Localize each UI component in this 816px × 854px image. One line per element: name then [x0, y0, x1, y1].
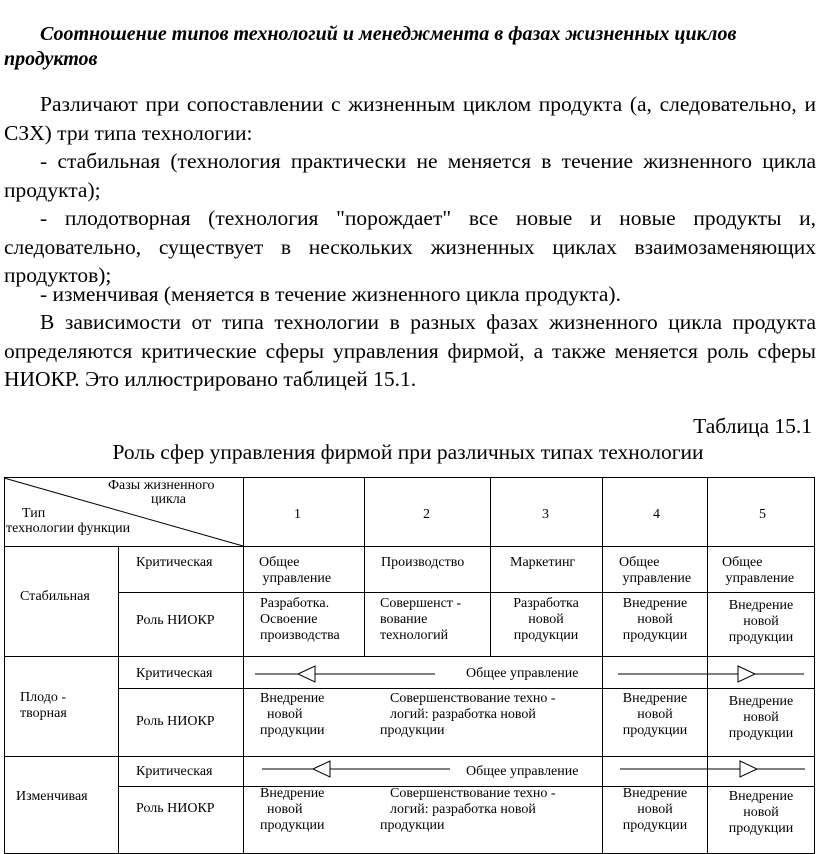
fruitful-rnd-5: Внедрение новой продукции	[728, 694, 794, 741]
phase-2: 2	[423, 507, 430, 522]
table-title: Роль сфер управления фирмой при различных типах технологии	[112, 440, 704, 464]
function-rnd: Роль НИОКР	[136, 613, 215, 628]
variable-rnd-1: Внедрение новой продукции	[260, 786, 325, 833]
table-number: Таблица 15.1	[693, 414, 812, 438]
stable-critical-4: Общее управление	[619, 555, 692, 586]
fruitful-rnd-4: Внедрение новой продукции	[622, 691, 688, 738]
function-critical: Критическая	[136, 555, 213, 570]
paragraph-stable: - стабильная (технология практически не меняется в течение жизненного цикла продукта);	[4, 149, 816, 202]
fruitful-rnd-span: Совершенствование техно - логий: разработка новой продукции	[380, 691, 556, 738]
phase-5: 5	[759, 507, 766, 522]
variable-critical-span: Общее управление	[466, 764, 579, 779]
stable-rnd-1: Разработка. Освоение производства	[260, 596, 340, 643]
section-heading: Соотношение типов технологий и менеджмента в фазах жизненных циклов продуктов	[4, 23, 737, 70]
phase-4: 4	[653, 507, 660, 522]
header-functions-label: технологии функции	[6, 521, 131, 536]
stable-critical-1: Общее управление	[259, 555, 332, 586]
header-type-label: Тип	[22, 506, 46, 521]
stable-rnd-5: Внедрение новой продукции	[728, 598, 794, 645]
paragraph-fruitful: - плодотворная (технология "порождает" все новые и новые продукты и, следовательно, существует в нескольких жизненных циклах взаимозаменяющих продуктов);	[4, 206, 816, 287]
function-rnd: Роль НИОКР	[136, 801, 215, 816]
type-variable: Изменчивая	[16, 789, 88, 804]
stable-rnd-4: Внедрение новой продукции	[622, 596, 688, 643]
variable-rnd-5: Внедрение новой продукции	[728, 789, 794, 836]
variable-rnd-4: Внедрение новой продукции	[622, 786, 688, 833]
stable-critical-3: Маркетинг	[510, 555, 576, 570]
type-fruitful: Плодо - творная	[20, 690, 67, 721]
function-rnd: Роль НИОКР	[136, 714, 215, 729]
variable-rnd-span: Совершенствование техно - логий: разработка новой продукции	[380, 786, 556, 833]
paragraph-table-intro: В зависимости от типа технологии в разных фазах жизненного цикла продукта определяются критические сферы управления фирмой, а также меняется роль сферы НИОКР. Это иллюстрировано таблицей 15.1.	[4, 310, 816, 391]
stable-critical-5: Общее управление	[722, 555, 795, 586]
stable-rnd-2: Совершенст - вование технологий	[380, 596, 462, 643]
paragraph-variable: - изменчивая (меняется в течение жизненного цикла продукта).	[40, 282, 621, 306]
stable-rnd-3: Разработка новой продукции	[513, 596, 579, 643]
header-phases-label-2: цикла	[151, 492, 186, 507]
technology-table	[0, 470, 816, 854]
fruitful-critical-span: Общее управление	[466, 666, 579, 681]
phase-3: 3	[542, 507, 549, 522]
header-phases-label: Фазы жизненного	[108, 478, 215, 493]
function-critical: Критическая	[136, 764, 213, 779]
function-critical: Критическая	[136, 666, 213, 681]
type-stable: Стабильная	[20, 589, 90, 604]
stable-critical-2: Производство	[381, 555, 465, 570]
paragraph-intro: Различают при сопоставлении с жизненным циклом продукта (а, следовательно, и СЗХ) три типа технологии:	[4, 92, 816, 145]
fruitful-rnd-1: Внедрение новой продукции	[260, 691, 325, 738]
phase-1: 1	[294, 507, 301, 522]
